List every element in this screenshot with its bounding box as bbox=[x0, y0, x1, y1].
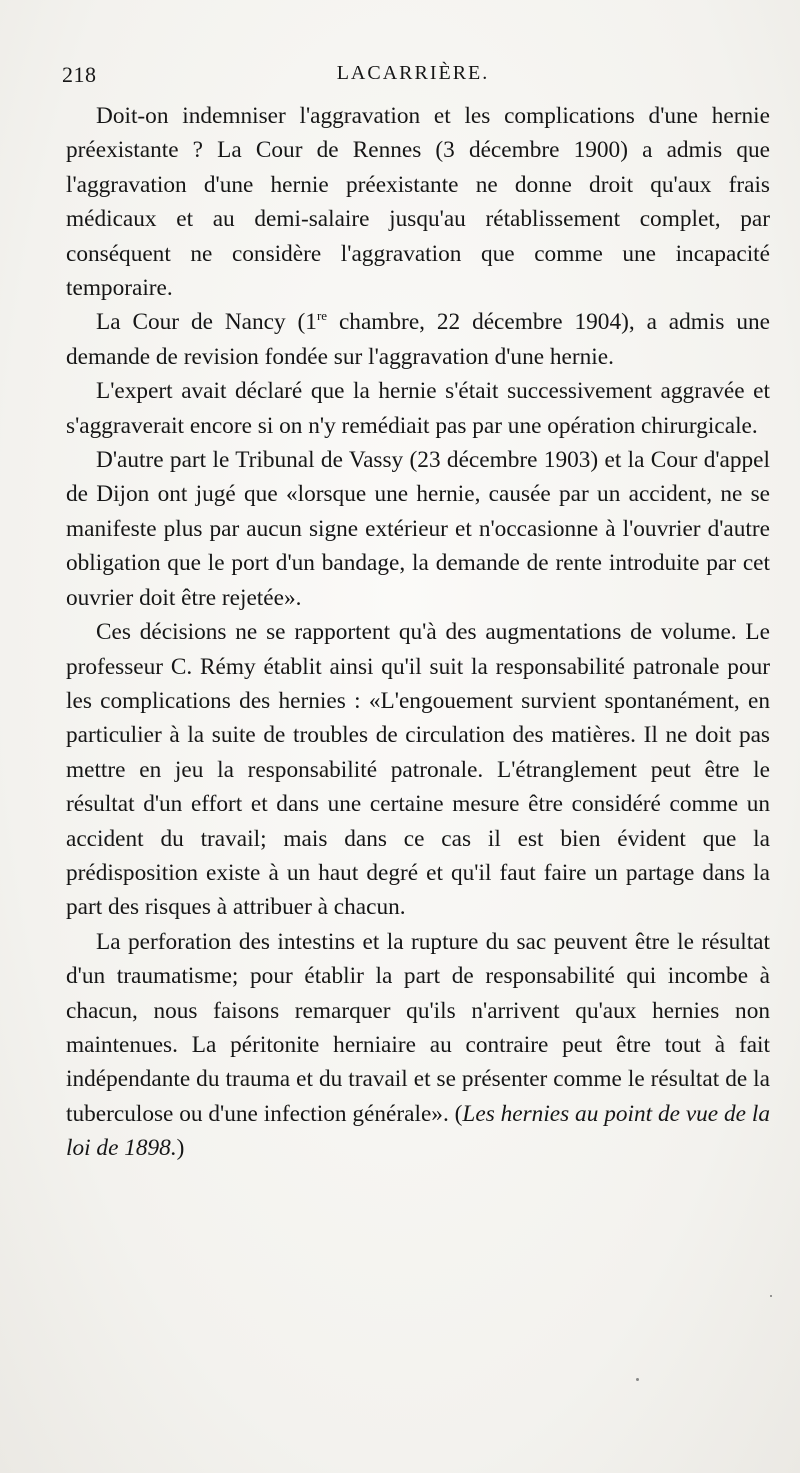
paragraph-perforation-text: La perforation des intestins et la rupture du sac peuvent être le résultat d'un traumatisme; pour établir la part de responsabilité qui incombe à chacun, nous faisons remarquer qu'ils n'arrivent qu'aux hernies non maintenues. La péritonite herniaire au contraire peut être tout à fait indépendante du trauma et du travail et se présenter comme le résultat de la tuberculose ou d'une infection générale». ( bbox=[66, 928, 770, 1127]
citation-close: ) bbox=[176, 1135, 185, 1162]
body-text bbox=[66, 99, 770, 1166]
paragraph-vassy: D'autre part le Tribunal de Vassy (23 décembre 1903) et la Cour d'appel de Dijon ont jugé que «lorsque une hernie, causée par un accident, ne se manifeste plus par aucun signe extérieur et n'occasionne à l'ouvrier d'autre obligation que le port d'un bandage, la demande de rente introduite par cet ouvrier doit être rejetée». bbox=[66, 447, 770, 611]
paragraph-perforation bbox=[66, 925, 770, 1166]
page-header bbox=[62, 62, 764, 92]
paragraph-expert: L'expert avait déclaré que la hernie s'était successivement aggravée et s'aggraverait encore si on n'y remédiait pas par une opération chirurgicale. bbox=[66, 378, 770, 439]
ordinal-superscript: re bbox=[316, 308, 328, 324]
paragraph-nancy-end: chambre, 22 décembre 1904), a admis une demande de revision fondée sur l'aggravation d'une hernie. bbox=[66, 309, 770, 370]
paragraph-remy: Ces décisions ne se rapportent qu'à des augmentations de volume. Le professeur C. Rémy établit ainsi qu'il suit la responsabilité patronale pour les complications des hernies : «L'engouement survient spontanément, en particulier à la suite de troubles de circulation des matières. Il ne doit pas mettre en jeu la responsabilité patronale. L'étranglement peut être le résultat d'un effort et dans une certaine mesure être considéré comme un accident du travail; mais dans ce cas il est bien évident que la prédisposition existe à un haut degré et qu'il faut faire un partage dans la part des risques à attribuer à chacun. bbox=[66, 619, 770, 921]
paragraph-aggravation: Doit-on indemniser l'aggravation et les complications d'une hernie préexistante ? La Cour de Rennes (3 décembre 1900) a admis que l'aggravation d'une hernie préexistante ne donne droit qu'aux frais médicaux et au demi-salaire jusqu'au rétablissement complet, par conséquent ne considère l'aggravation que comme une incapacité temporaire. bbox=[66, 103, 770, 302]
paper-speck bbox=[770, 1295, 772, 1297]
page-number: 218 bbox=[62, 62, 97, 87]
paper-speck bbox=[636, 1378, 639, 1381]
citation-title: Les hernies au point de vue de la loi de 1898. bbox=[66, 1100, 770, 1162]
running-head: LACARRIÈRE. bbox=[336, 62, 490, 84]
paragraph-nancy bbox=[66, 305, 770, 374]
paragraph-nancy-start: La Cour de Nancy (1 bbox=[96, 309, 317, 336]
